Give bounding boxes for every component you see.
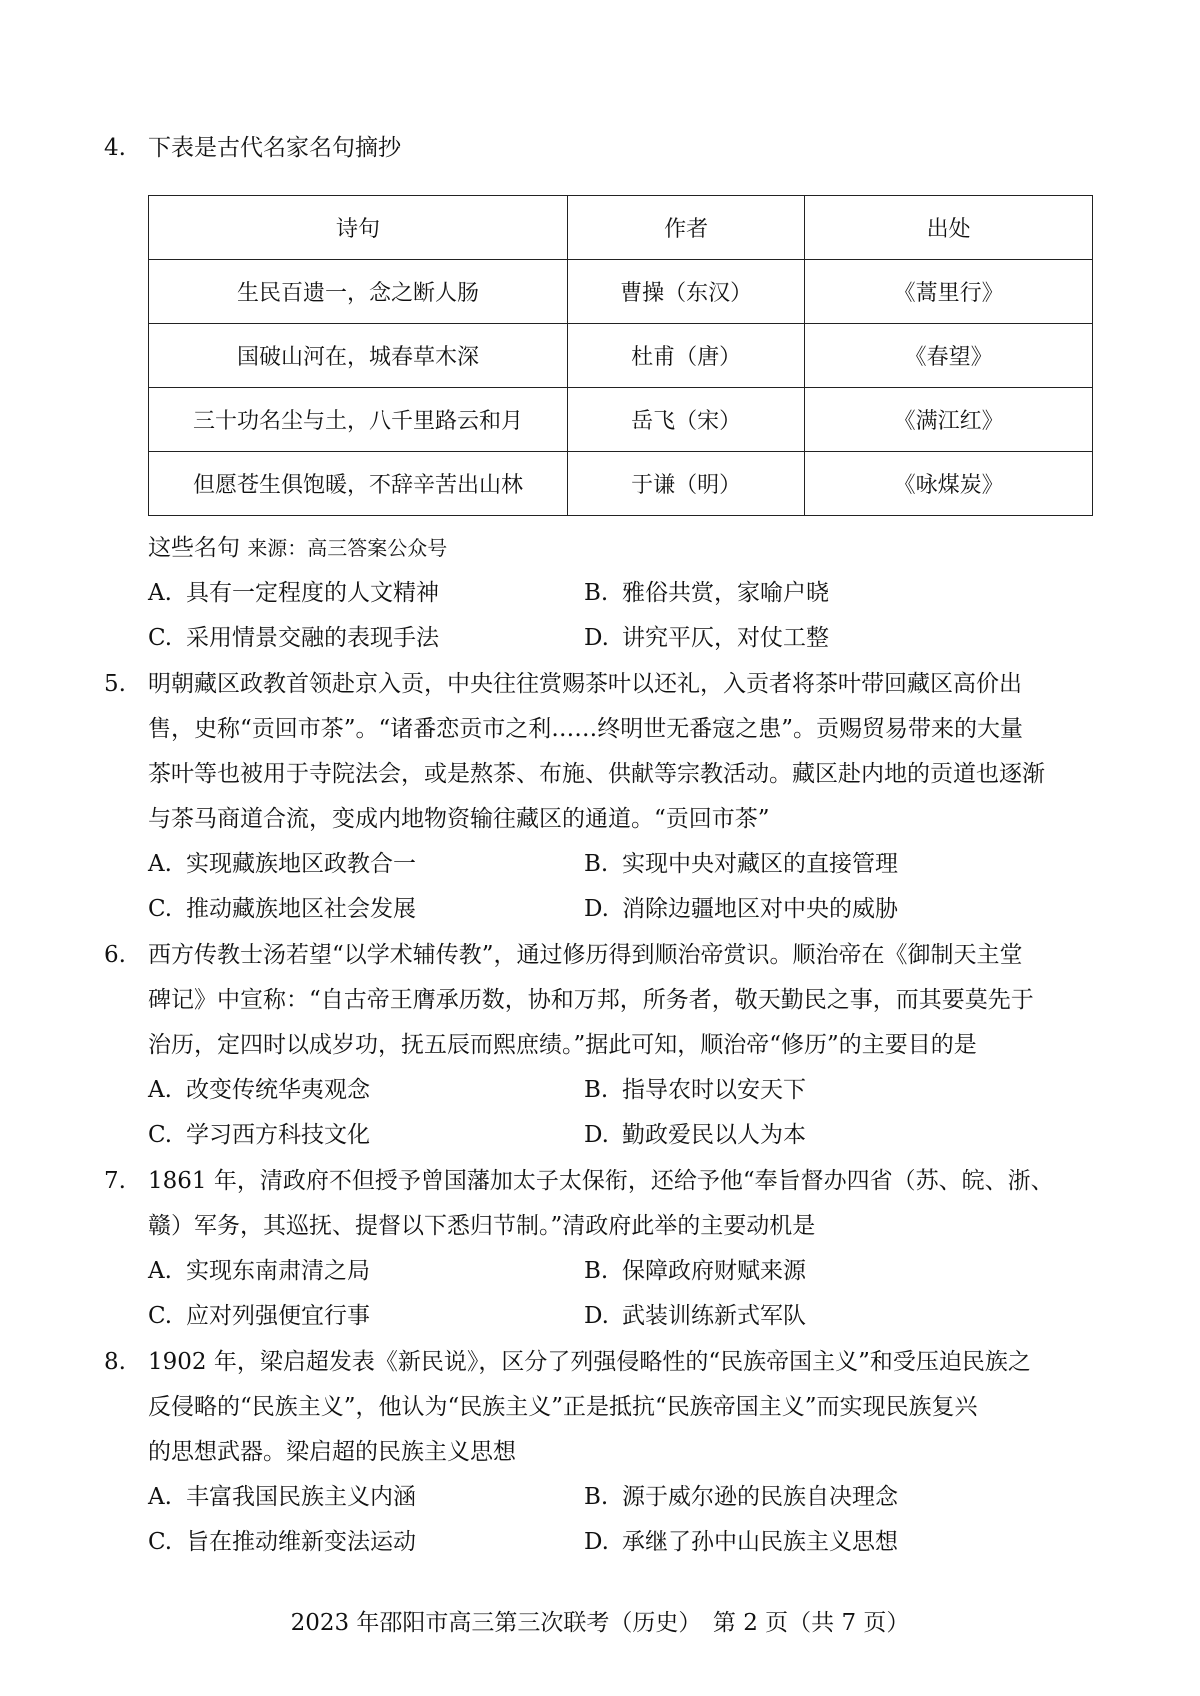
question-8-line: 的思想武器。梁启超的民族主义思想 <box>148 1439 516 1465</box>
option-text: 指导农时以安天下 <box>622 1077 806 1103</box>
question-6-line: 西方传教士汤若望“以学术辅传教”，通过修历得到顺治帝赏识。顺治帝在《御制天主堂 <box>148 942 1023 968</box>
poem-table <box>148 195 1093 516</box>
option-text: 源于威尔逊的民族自决理念 <box>622 1484 898 1510</box>
page-footer: 2023 年邵阳市高三第三次联考（历史） 第 2 页（共 7 页） <box>290 1610 910 1636</box>
question-4-number: 4. <box>104 135 126 161</box>
table-row <box>149 324 1093 388</box>
option-7d[interactable] <box>584 1301 806 1331</box>
option-text: 勤政爱民以人为本 <box>622 1122 806 1148</box>
option-text: 推动藏族地区社会发展 <box>186 896 416 922</box>
option-letter: D. <box>584 1529 609 1555</box>
question-5-line: 明朝藏区政教首领赴京入贡，中央往往赏赐茶叶以还礼，入贡者将茶叶带回藏区高价出 <box>148 671 1022 697</box>
question-6-number: 6. <box>104 942 126 968</box>
table-row <box>149 388 1093 452</box>
question-6-line: 碑记》中宣称：“自古帝王膺承历数，协和万邦，所务者，敬天勤民之事，而其要莫先于 <box>148 987 1034 1013</box>
table-cell: 《咏煤炭》 <box>805 452 1093 516</box>
option-7c[interactable] <box>148 1301 370 1331</box>
option-letter: D. <box>584 1122 609 1148</box>
option-5a[interactable] <box>148 849 416 879</box>
option-letter: B. <box>584 1258 609 1284</box>
question-8-line: 1902 年，梁启超发表《新民说》，区分了列强侵略性的“民族帝国主义”和受压迫民族之 <box>148 1349 1031 1375</box>
table-cell: 杜甫（唐） <box>568 324 805 388</box>
option-letter: B. <box>584 580 609 606</box>
option-text: 武装训练新式军队 <box>622 1303 806 1329</box>
option-5b[interactable] <box>584 849 898 879</box>
option-text: 旨在推动维新变法运动 <box>186 1529 416 1555</box>
option-letter: D. <box>584 1303 609 1329</box>
option-text: 实现中央对藏区的直接管理 <box>622 851 898 877</box>
option-letter: C. <box>148 1529 173 1555</box>
question-5-line: 售，史称“贡回市茶”。“诸番恋贡市之利……终明世无番寇之患”。贡赐贸易带来的大量 <box>148 716 1024 742</box>
table-header: 出处 <box>805 196 1093 260</box>
table-cell: 《蒿里行》 <box>805 260 1093 324</box>
table-cell: 三十功名尘与土，八千里路云和月 <box>149 388 568 452</box>
option-text: 雅俗共赏，家喻户晓 <box>622 580 829 606</box>
option-8c[interactable] <box>148 1527 416 1557</box>
option-8b[interactable] <box>584 1482 898 1512</box>
option-text: 学习西方科技文化 <box>186 1122 370 1148</box>
table-cell: 于谦（明） <box>568 452 805 516</box>
option-letter: B. <box>584 851 609 877</box>
question-8-number: 8. <box>104 1349 126 1375</box>
option-text: 具有一定程度的人文精神 <box>186 580 439 606</box>
option-text: 讲究平仄，对仗工整 <box>622 625 829 651</box>
option-6d[interactable] <box>584 1120 806 1150</box>
table-cell: 生民百遗一，念之断人肠 <box>149 260 568 324</box>
option-letter: B. <box>584 1484 609 1510</box>
option-letter: A. <box>148 1484 172 1510</box>
option-letter: A. <box>148 1077 172 1103</box>
question-7-line: 赣）军务，其巡抚、提督以下悉归节制。”清政府此举的主要动机是 <box>148 1213 816 1239</box>
option-letter: A. <box>148 580 172 606</box>
option-6c[interactable] <box>148 1120 370 1150</box>
table-row <box>149 452 1093 516</box>
option-letter: D. <box>584 625 609 651</box>
question-6-line: 治历，定四时以成岁功，抚五辰而熙庶绩。”据此可知，顺治帝“修历”的主要目的是 <box>148 1032 977 1058</box>
option-letter: C. <box>148 1303 173 1329</box>
question-4-prompt-text: 这些名句 <box>148 535 240 561</box>
option-4a[interactable] <box>148 578 439 608</box>
option-letter: C. <box>148 896 173 922</box>
table-row <box>149 260 1093 324</box>
table-cell: 但愿苍生俱饱暖，不辞辛苦出山林 <box>149 452 568 516</box>
question-7-number: 7. <box>104 1168 126 1194</box>
source-note: 来源：高三答案公众号 <box>247 536 448 560</box>
table-cell: 岳飞（宋） <box>568 388 805 452</box>
option-7a[interactable] <box>148 1256 370 1286</box>
option-5d[interactable] <box>584 894 898 924</box>
option-text: 实现藏族地区政教合一 <box>186 851 416 877</box>
option-5c[interactable] <box>148 894 416 924</box>
option-text: 消除边疆地区对中央的威胁 <box>622 896 898 922</box>
option-text: 丰富我国民族主义内涵 <box>186 1484 416 1510</box>
option-letter: C. <box>148 1122 173 1148</box>
option-text: 实现东南肃清之局 <box>186 1258 370 1284</box>
question-8-line: 反侵略的“民族主义”，他认为“民族主义”正是抵抗“民族帝国主义”而实现民族复兴 <box>148 1394 978 1420</box>
table-cell: 曹操（东汉） <box>568 260 805 324</box>
option-text: 采用情景交融的表现手法 <box>186 625 439 651</box>
table-header: 诗句 <box>149 196 568 260</box>
option-7b[interactable] <box>584 1256 806 1286</box>
question-5-line: 茶叶等也被用于寺院法会，或是熬茶、布施、供献等宗教活动。藏区赴内地的贡道也逐渐 <box>148 761 1045 787</box>
option-8d[interactable] <box>584 1527 898 1557</box>
option-4c[interactable] <box>148 623 439 653</box>
option-text: 承继了孙中山民族主义思想 <box>622 1529 898 1555</box>
table-header: 作者 <box>568 196 805 260</box>
option-6b[interactable] <box>584 1075 806 1105</box>
option-letter: A. <box>148 1258 172 1284</box>
table-cell: 《春望》 <box>805 324 1093 388</box>
option-letter: B. <box>584 1077 609 1103</box>
option-4b[interactable] <box>584 578 829 608</box>
table-cell: 《满江红》 <box>805 388 1093 452</box>
table-header-row <box>149 196 1093 260</box>
option-text: 改变传统华夷观念 <box>186 1077 370 1103</box>
table-cell: 国破山河在，城春草木深 <box>149 324 568 388</box>
option-letter: A. <box>148 851 172 877</box>
option-6a[interactable] <box>148 1075 370 1105</box>
option-letter: C. <box>148 625 173 651</box>
question-4-prompt <box>148 533 447 563</box>
question-4-stem: 下表是古代名家名句摘抄 <box>148 135 401 161</box>
question-5-line: 与茶马商道合流，变成内地物资输往藏区的通道。“贡回市茶” <box>148 806 770 832</box>
question-7-line: 1861 年，清政府不但授予曾国藩加太子太保衔，还给予他“奉旨督办四省（苏、皖、浙、 <box>148 1168 1054 1194</box>
option-letter: D. <box>584 896 609 922</box>
option-text: 应对列强便宜行事 <box>186 1303 370 1329</box>
option-4d[interactable] <box>584 623 829 653</box>
option-text: 保障政府财赋来源 <box>622 1258 806 1284</box>
option-8a[interactable] <box>148 1482 416 1512</box>
question-5-number: 5. <box>104 671 126 697</box>
